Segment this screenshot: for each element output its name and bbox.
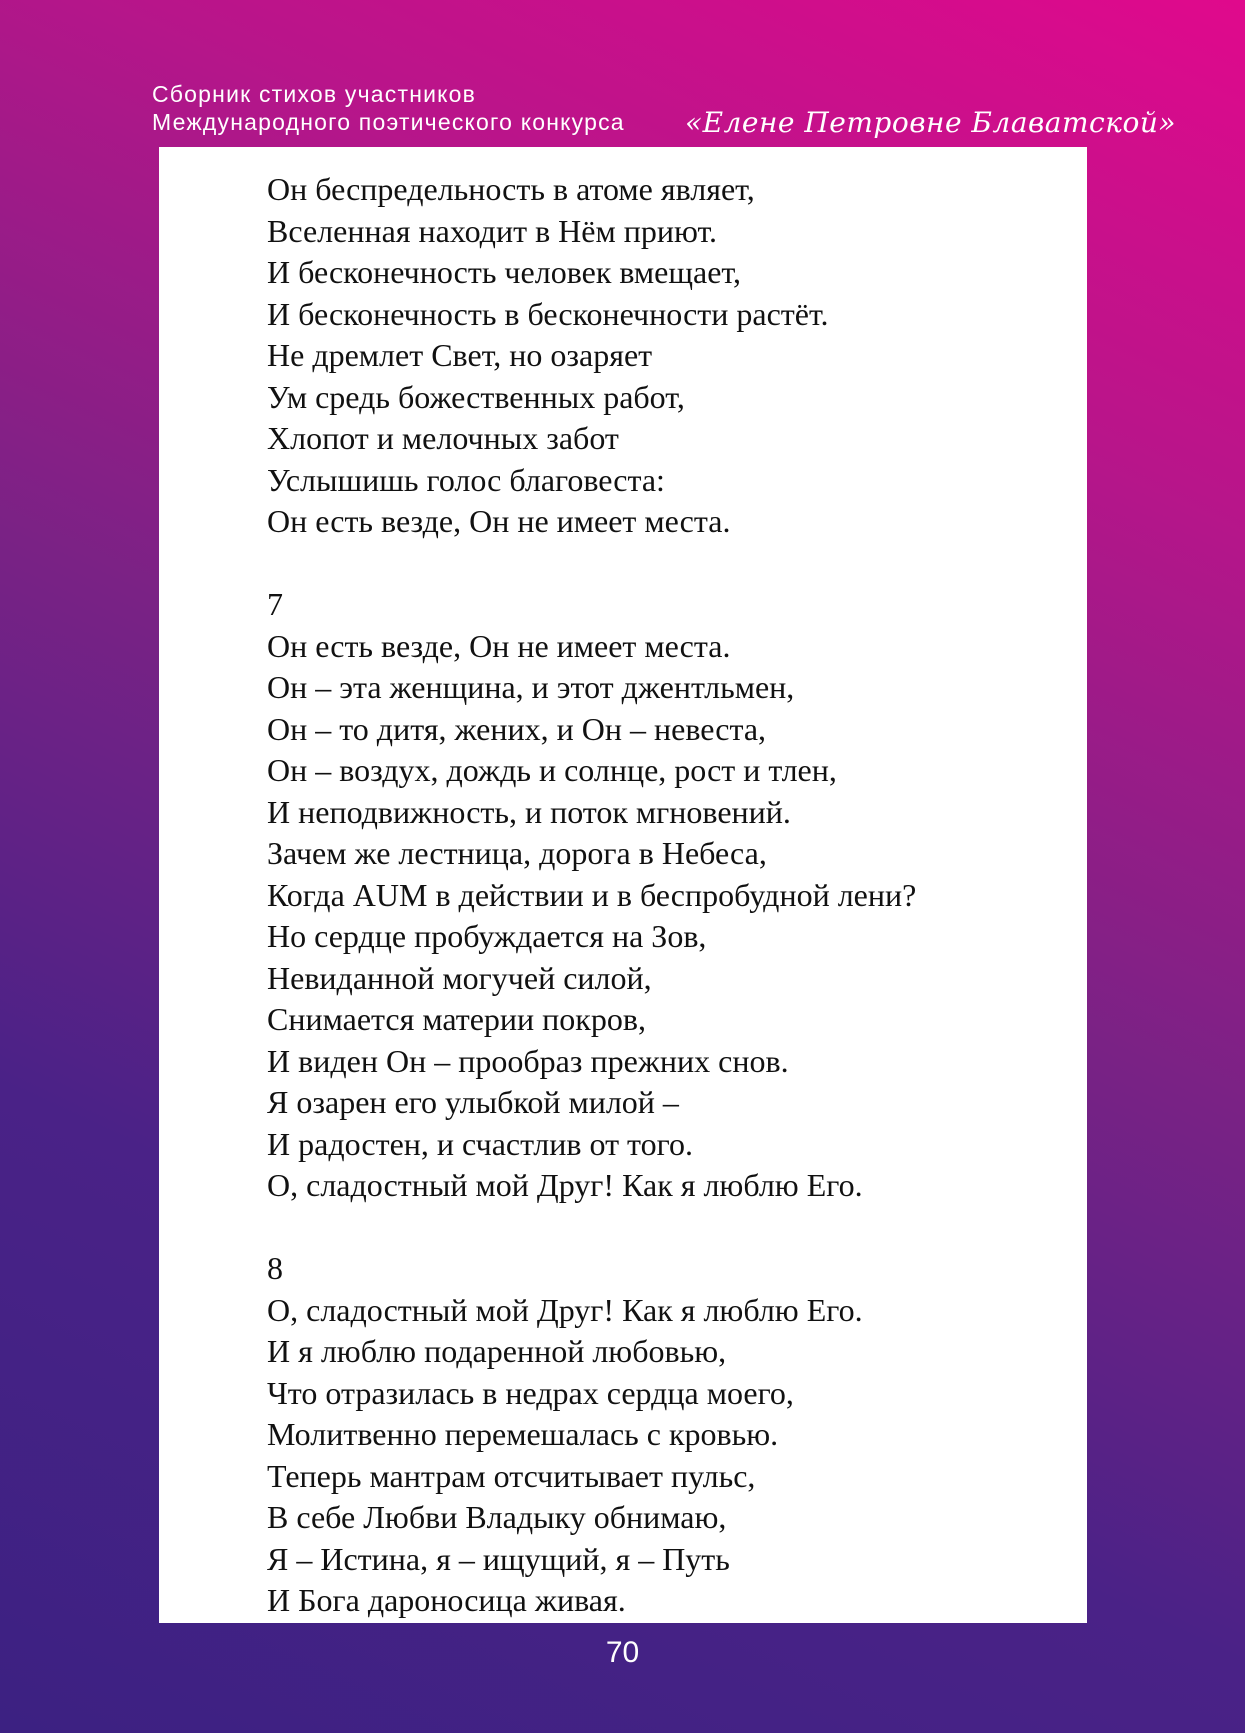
poem-line: Он – воздух, дождь и солнце, рост и тлен, (267, 752, 837, 788)
poem-line: Молитвенно перемешалась с кровью. (267, 1416, 779, 1452)
poem-line: Не дремлет Свет, но озаряет (267, 337, 653, 373)
poem-line: Ум средь божественных работ, (267, 378, 685, 415)
poem-page (159, 147, 1087, 1623)
poem-line: Теперь мантрам отсчитывает пульс, (267, 1457, 756, 1494)
poem-line: О, сладостный мой Друг! Как я люблю Его. (267, 1291, 863, 1328)
poem-line: И неподвижность, и поток мгновений. (267, 793, 791, 830)
poem-line: Невиданной могучей силой, (267, 959, 652, 996)
poem-line: Он беспредельность в атоме являет, (267, 171, 755, 207)
poem-line: О, сладостный мой Друг! Как я люблю Его. (267, 1167, 863, 1203)
poem-line: Он – эта женщина, и этот джентльмен, (267, 669, 795, 705)
poem-line: Зачем же лестница, дорога в Небеса, (267, 835, 767, 871)
poem-line: Вселенная находит в Нём приют. (267, 212, 718, 249)
poem-line: Он есть везде, Он не имеет места. (267, 627, 731, 664)
poem-line: И радостен, и счастлив от того. (267, 1125, 693, 1162)
header-collection-title: Сборник стихов участников (152, 81, 477, 107)
poem-line: И бесконечность в бесконечности растёт. (267, 295, 829, 332)
header-contest-label: Международного поэтического конкурса (152, 109, 625, 135)
poem-line: Он – то дитя, жених, и Он – невеста, (267, 710, 767, 747)
poem-line: Я озарен его улыбкой милой – (267, 1084, 679, 1120)
poem-line: И Бога дароносица живая. (267, 1582, 626, 1618)
poem-line: Услышишь голос благовеста: (267, 461, 665, 498)
poem-line: В себе Любви Владыку обнимаю, (267, 1499, 727, 1535)
poem-line: И виден Он – прообраз прежних снов. (267, 1042, 789, 1079)
poem-line: И я люблю подаренной любовью, (267, 1333, 727, 1369)
poem-line: Что отразилась в недрах сердца моего, (267, 1374, 794, 1411)
poem-line: Снимается материи покров, (267, 1001, 646, 1037)
header-contest-name: «Елене Петровне Блаватской» (685, 106, 1176, 139)
poem-line: Хлопот и мелочных забот (267, 420, 619, 456)
page-number: 70 (605, 1636, 640, 1669)
poem-text (267, 169, 1067, 1622)
poem-line: И бесконечность человек вмещает, (267, 254, 741, 290)
poem-line: Когда AUM в действии и в беспробудной лени? (267, 876, 917, 913)
poem-line: Я – Истина, я – ищущий, я – Путь (267, 1540, 730, 1577)
stanza-number: 8 (267, 1250, 283, 1286)
stanza-gap (267, 543, 1067, 585)
poem-line: Он есть везде, Он не имеет места. (267, 503, 731, 539)
stanza-gap (267, 1207, 1067, 1249)
poem-line: Но сердце пробуждается на Зов, (267, 918, 707, 954)
stanza-number: 7 (267, 586, 283, 622)
page-header (152, 80, 1176, 139)
